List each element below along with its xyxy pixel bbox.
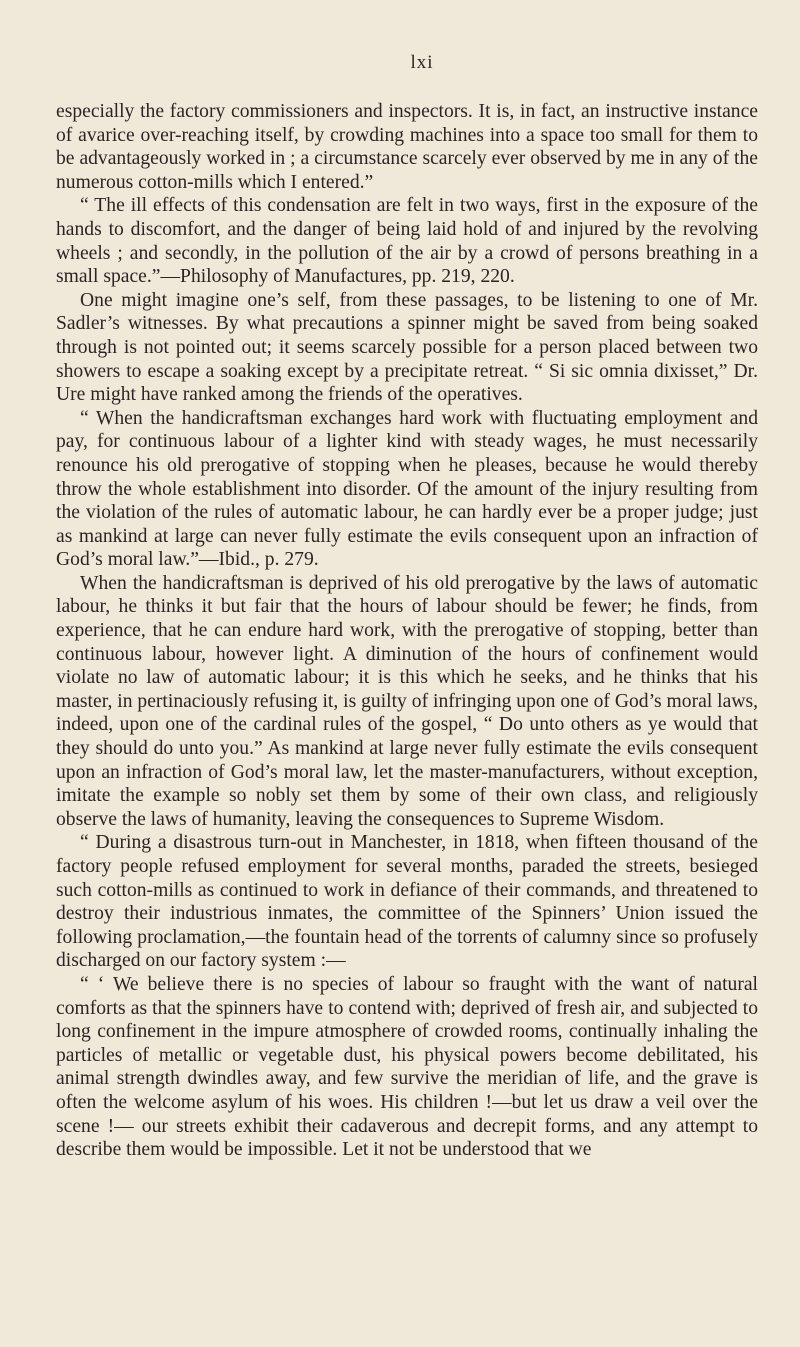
- paragraph-commentary-prerogative: When the handicraftsman is deprived of his old prerogative by the laws of automatic labour, he thinks it but fair that the hours of labour should be fewer; he finds, from experience, that he can endure hard work, with the prerogative of stopping, better than continuous labour, however light. A diminution of the hours of confinement would violate no law of automatic labour; it is this which he seeks, and he thinks that his master, in pertinaciously refusing it, is guilty of infringing upon one of God’s moral laws, indeed, upon one of the cardinal rules of the gospel, “ Do unto others as ye would that they should do unto you.” As mankind at large never fully estimate the evils consequent upon an infraction of God’s moral law, let the master-manufacturers, without exception, imitate the example so nobly set them by some of their own class, and religiously observe the laws of humanity, leaving the consequences to Supreme Wisdom.: [56, 572, 758, 830]
- paragraph-quote-turnout: “ During a disastrous turn-out in Manchester, in 1818, when fifteen thousand of the factory people refused employment for several months, paraded the streets, besieged such cotton-mills as continued to work in defiance of their commands, and threatened to destroy their industrious inmates, the committee of the Spinners’ Union issued the following proclamation,—the fountain head of the torrents of calumny since so profusely discharged on our factory system :—: [56, 832, 758, 972]
- book-page: [56, 52, 758, 1162]
- page-number: lxi: [410, 52, 434, 73]
- paragraph-quote-handicraftsman: “ When the handicraftsman exchanges hard work with fluctuating employment and pay, for continuous labour of a lighter kind with steady wages, he must necessarily renounce his old prerogative of stopping when he pleases, because he would thereby throw the whole establishment into disorder. Of the amount of the injury resulting from the violation of the rules of automatic labour, he can hardly ever be a proper judge; just as mankind at large can never fully estimate the evils consequent upon an infraction of God’s moral law.”—Ibid., p. 279.: [56, 407, 758, 571]
- paragraph-quote-condensation: “ The ill effects of this condensation are felt in two ways, first in the exposure of the hands to discomfort, and the danger of being laid hold of and injured by the revolving wheels ; and secondly, in the pollution of the air by a crowd of persons breathing in a small space.”—Philosophy of Manufactures, pp. 219, 220.: [56, 195, 758, 288]
- paragraph-continuation: especially the factory commissioners and inspectors. It is, in fact, an instructive instance of avarice over-reaching itself, by crowding machines into a space too small for them to be advantageously worked in ; a circumstance scarcely ever observed by me in any of the numerous cotton-mills which I entered.”: [56, 101, 758, 193]
- paragraph-quote-proclamation: “ ‘ We believe there is no species of labour so fraught with the want of natural comforts as that the spinners have to contend with; deprived of fresh air, and subjected to long confinement in the impure atmosphere of crowded rooms, continually inhaling the particles of metallic or vegetable dust, his physical powers become debilitated, his animal strength dwindles away, and few survive the meridian of life, and the grave is often the welcome asylum of his woes. His children !—but let us draw a veil over the scene !— our streets exhibit their cadaverous and decrepit forms, and any attempt to describe them would be impossible. Let it not be understood that we: [56, 973, 758, 1161]
- paragraph-commentary-sadler: One might imagine one’s self, from these passages, to be listening to one of Mr. Sadler’s witnesses. By what precautions a spinner might be saved from being soaked through is not pointed out; it seems scarcely possible for a person placed between two showers to escape a soaking except by a precipitate retreat. “ Si sic omnia dixisset,” Dr. Ure might have ranked among the friends of the operatives.: [56, 289, 758, 406]
